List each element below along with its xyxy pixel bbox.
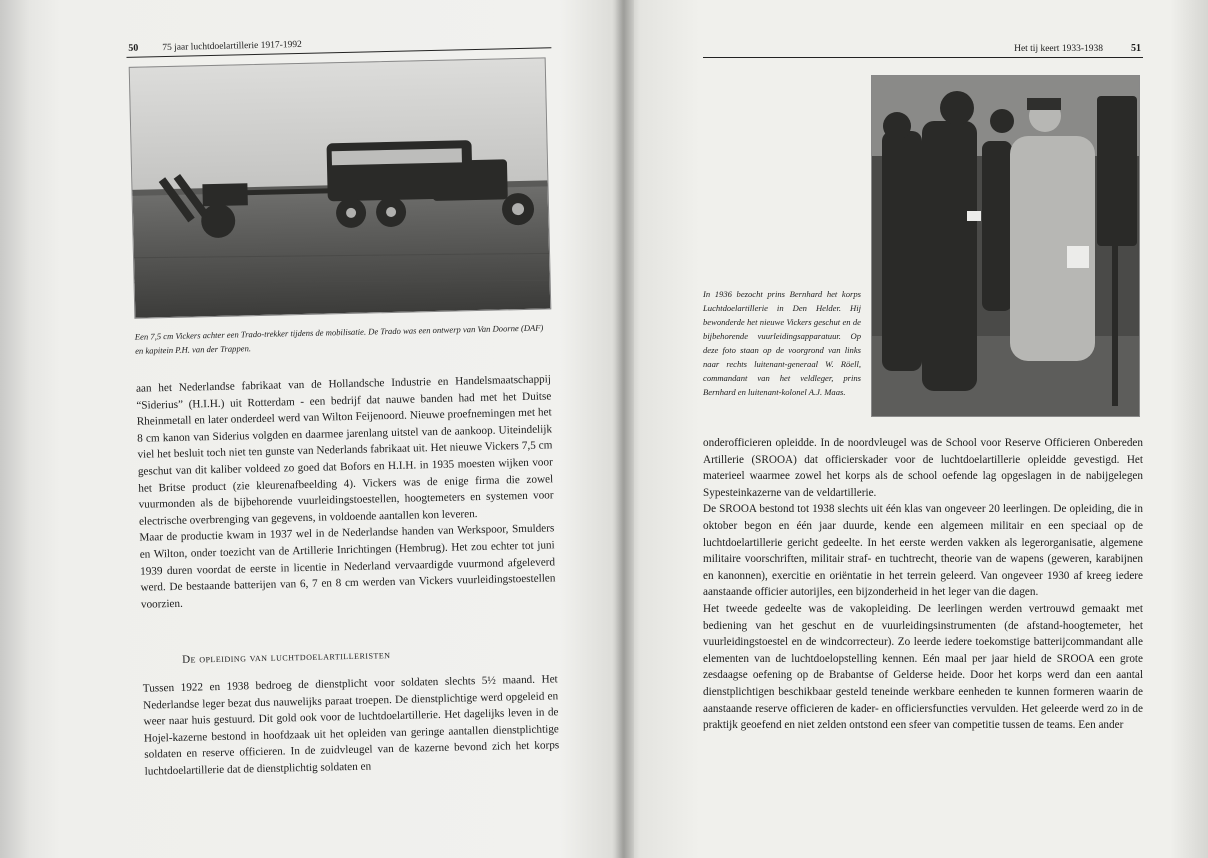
right-page — [703, 35, 1143, 755]
left-photo — [129, 57, 552, 318]
right-paragraph-3: Het tweede gedeelte was de vakopleiding. De leerlingen werden vertrouwd gemaakt met bediening van het geschut en de vuurleidingsinstrumenten (de afstand-hoogtemeter, het vuurleidingstoestel en de windcorrecteur). Zo leerde iedere toekomstige batterijcommandant alle elementen van de luchtdoelopstelling kennen. Eén maal per jaar hield de SROOA een grote zesdaagse oefening op de Brabantse of Gelderse heide. Door het korps werd dan een aantal dienstplichtigen beschikbaar gesteld teneinde werkbare eenheden te kunnen formeren waarin de aanstaande reserve officieren de kader- en officiersfuncties vervulden. Het geleerde werd zo in de praktijk geoefend en niet zelden ontstond een sfeer van competitie tussen de teams. Een ander — [703, 602, 1143, 732]
left-body-text — [136, 371, 556, 613]
left-paragraph-2: Maar de productie kwam in 1937 wel in de Nederlandse handen van Werkspoor, Smulders en Wilton, onder toezicht van de Artillerie Inrichtingen (Hembrug). Het zou echter tot juni 1939 duren voordat de eerste in licentie in Nederland vervaardigde vuurmond afgeleverd werd. De bestaande batterijen van 6, 7 en 8 cm werden van Vickers vuurleidingstoestellen voorzien. — [139, 522, 556, 611]
right-page-number: 51 — [1131, 43, 1141, 54]
right-running-title: Het tij keert 1933-1938 — [1014, 44, 1103, 54]
right-body-text — [703, 435, 1143, 734]
left-page — [126, 25, 569, 834]
right-paragraph-1: onderofficieren opleidde. In de noordvleugel was de School voor Reserve Officieren Onbereden Artillerie (SROOA) dat officierskader voor de luchtdoelartillerie opleidde gevestigd. Het materieel waarmee zowel het korps als de school oefende lag opgeslagen in de nabijgelegen Sypesteinkazerne van de veldartillerie. — [703, 437, 1143, 499]
left-paragraph-1: aan het Nederlandse fabrikaat van de Hollandsche Industrie en Handelsmaatschappij “Siderius” (H.I.H.) uit Rotterdam - een bedrijf dat nauwe banden had met het Duitse Rheinmetall en later onderdeel werd van Wilton Feijenoord. Nieuwe proefnemingen met het 8 cm kanon van Siderius volgden en daarmee jarenlang uitstel van de aankoop. Uiteindelijk viel het besluit toch niet ten gunste van Nederlands fabrikaat uit. Het nieuwe Vickers 7,5 cm geschut van dit kaliber voldeed zo goed dat Bofors en H.I.H. in 1935 moesten wijken voor het Britse product (zie kleurenafbeelding 4). Vickers was de enige firma die zowel vuurmonden als de bijbehorende vuurleidingstoestellen, hoogtemeters en systemen voor electrische overbrenging van gegevens, in voldoende aantallen kon leveren. — [135, 373, 554, 528]
left-section-heading: De opleiding van luchtdoelartilleristen — [182, 649, 391, 666]
left-page-number: 50 — [128, 42, 139, 54]
right-photo — [871, 75, 1140, 417]
truck-with-gun-photo-icon — [130, 58, 551, 317]
book-gutter — [612, 0, 634, 858]
left-paragraph-3: Tussen 1922 en 1938 bedroeg de dienstplicht voor soldaten slechts 5½ maand. Het Nederlandse leger bezat dus nauwelijks paraat troepen. De dienstplichtige werd opgeleid en weer naar huis gestuurd. Dit gold ook voor de luchtdoelartillerie. Het dagelijks leven in de Hojel-kazerne bestond in hoofdzaak uit het opleiden van geringe aantallen dienstplichtige soldaten en reserve officieren. In de zuidvleugel van de kazerne bevond zich het korps luchtdoelartillerie dat de dienstplichtig soldaten en — [142, 673, 560, 778]
right-paragraph-2: De SROOA bestond tot 1938 slechts uit één klas van ongeveer 20 leerlingen. De opleiding, die in oktober begon en één jaar duurde, kende een algemeen militair en een speciaal op de luchtdoelartillerie gericht gedeelte. In het eerste werden vakken als legerorganisatie, algemene militaire voorschriften, militair straf- en tuchtrecht, theorie van de wapens (geweren, karabijnen en kanonnen), exercitie en oriëntatie in het terrein geleerd. Van ongeveer 1930 af kreeg iedere aanstaande officier autorijles, een bijzonderheid in het leger van die dagen. — [703, 503, 1143, 599]
right-photo-caption: In 1936 bezocht prins Bernhard het korps Luchtdoelartillerie in Den Helder. Hij bewonderde het nieuwe Vickers geschut en de bijbehorende vuurleidingsapparatuur. Op deze foto staan op de voorgrond van links naar rechts luitenant-generaal W. Röell, commandant van het veldleger, prins Bernhard en luitenant-kolonel A.J. Maas. — [703, 289, 861, 397]
left-running-title: 75 jaar luchtdoelartillerie 1917-1992 — [162, 39, 302, 54]
officers-group-photo-icon — [872, 76, 1139, 416]
left-photo-caption: Een 7,5 cm Vickers achter een Trado-trekker tijdens de mobilisatie. De Trado was een ontwerp van Van Doorne (DAF) en kapitein P.H. van der Trappen. — [134, 322, 544, 356]
right-running-head — [703, 35, 1143, 58]
left-body-text-2 — [143, 671, 560, 780]
